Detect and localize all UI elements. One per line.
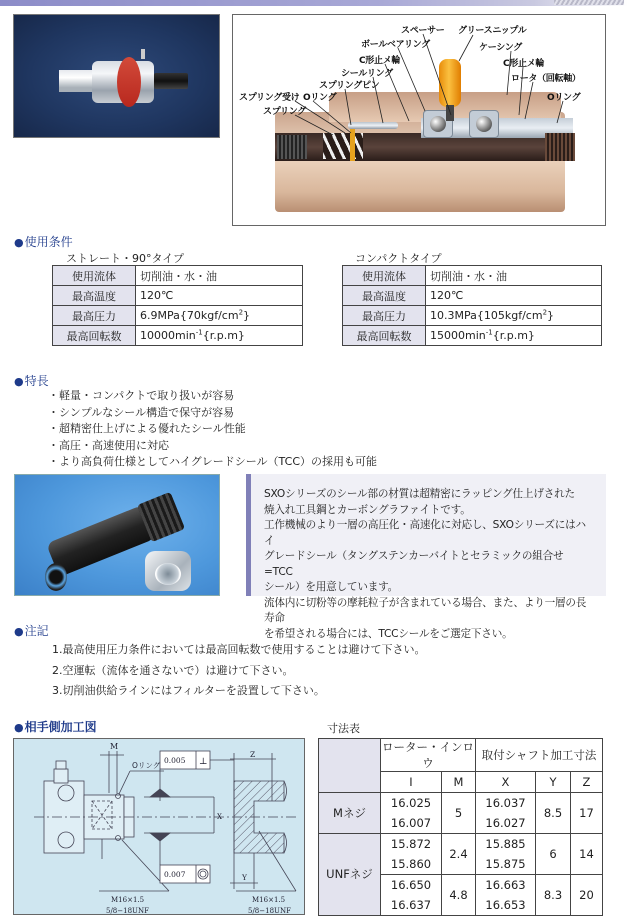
label-spring-pin: スプリングピン bbox=[319, 81, 380, 91]
label-o-ring-right: Oリング bbox=[547, 93, 581, 103]
spec-key: 最高温度 bbox=[53, 286, 136, 306]
spec-value: $10.3MPa\{105kgf/cm^2\}$ bbox=[426, 306, 602, 326]
label-grease-nipple: グリースニップル bbox=[458, 26, 527, 36]
col-header-z: Z bbox=[571, 772, 603, 793]
cross-section-diagram bbox=[232, 14, 606, 226]
photo-tip bbox=[154, 73, 188, 89]
cell-y: 6 bbox=[536, 833, 571, 874]
section-title-notes: ●注記 bbox=[14, 624, 49, 638]
photo-nut-hole bbox=[155, 563, 181, 585]
description-line: を希望される場合には、TCCシールをご選定下さい。 bbox=[264, 627, 513, 640]
description-line: 焼入れ工具鋼とカーボングラファイトです。 bbox=[264, 503, 471, 516]
photo-nipple bbox=[141, 49, 145, 59]
description-line: 工作機械のより一層の高圧化・高速化に対応し、SXOシリーズにはハイ bbox=[264, 519, 586, 547]
section-title-mating-drawing: ●相手側加工図 bbox=[14, 720, 97, 734]
cell-m: 2.4 bbox=[442, 833, 476, 874]
label-c-ring-left: C形止メ輪 bbox=[359, 56, 401, 66]
row-type: Mネジ bbox=[319, 792, 381, 833]
svg-text:⊥: ⊥ bbox=[199, 757, 208, 767]
table-row bbox=[319, 792, 603, 833]
spec-key: 最高回転数 bbox=[53, 326, 136, 346]
cell-x: 16.037 16.027 bbox=[476, 792, 536, 833]
svg-text:0.005: 0.005 bbox=[164, 756, 186, 765]
svg-text:M16×1.5: M16×1.5 bbox=[252, 896, 286, 904]
notes-list bbox=[52, 640, 426, 702]
svg-text:Z: Z bbox=[250, 750, 256, 759]
col-header-m: M bbox=[442, 772, 476, 793]
spec-value: $6.9MPa\{70kgf/cm^2\}$ bbox=[136, 306, 303, 326]
table-row bbox=[53, 266, 303, 286]
drawing-lines bbox=[14, 739, 305, 915]
cell-i: 15.872 15.860 bbox=[381, 833, 442, 874]
table-row bbox=[343, 266, 602, 286]
cell-z: 20 bbox=[571, 874, 603, 915]
mating-title-text: 相手側加工図 bbox=[24, 720, 97, 734]
svg-text:5/8−18UNF: 5/8−18UNF bbox=[106, 907, 149, 915]
group-header-rotor: ローター・インロウ bbox=[382, 740, 474, 770]
feature-list bbox=[48, 388, 377, 471]
list-item: 2.空運転（流体を通さないで）は避けて下さい。 bbox=[52, 663, 294, 677]
spec-value: $10000\min^{-1}\{r.p.m\}$ bbox=[136, 326, 303, 346]
dimension-table bbox=[318, 738, 603, 916]
table-row bbox=[53, 306, 303, 326]
photo-shaft bbox=[59, 70, 95, 92]
group-header-shaft: 取付シャフト加工寸法 bbox=[476, 739, 603, 772]
list-item: ・シンプルなシール構造で保守が容易 bbox=[48, 405, 235, 419]
label-seal-ring: シールリング bbox=[341, 69, 393, 79]
description-line: SXOシリーズのシール部の材質は超精密にラッピング仕上げされた bbox=[264, 488, 575, 500]
spec-key: 使用流体 bbox=[53, 266, 136, 286]
photo-label-band bbox=[117, 57, 141, 107]
spec-table-straight bbox=[52, 265, 303, 346]
cell-m: 5 bbox=[442, 792, 476, 833]
spec-value: 120℃ bbox=[136, 286, 303, 306]
photo-fitting-end bbox=[45, 563, 67, 591]
spec-table-compact bbox=[342, 265, 602, 346]
straight-type-title: ストレート・90°タイプ bbox=[66, 252, 184, 265]
cell-x: 15.885 15.875 bbox=[476, 833, 536, 874]
description-line: グレードシール（タングステンカーバイトとセラミックの組合せ=TCC bbox=[264, 550, 564, 578]
cell-i: 16.025 16.007 bbox=[381, 792, 442, 833]
list-item: ・軽量・コンパクトで取り扱いが容易 bbox=[48, 389, 235, 402]
spec-key: 最高圧力 bbox=[53, 306, 136, 326]
list-item: 1.最高使用圧力条件においては最高回転数で使用することは避けて下さい。 bbox=[52, 643, 426, 656]
label-o-ring-left: Oリング bbox=[303, 93, 337, 103]
cell-z: 17 bbox=[571, 792, 603, 833]
list-item: ・より高負荷仕様としてハイグレードシール（TCC）の採用も可能 bbox=[48, 455, 377, 468]
cell-y: 8.5 bbox=[536, 792, 571, 833]
table-row bbox=[343, 326, 602, 346]
table-row bbox=[319, 833, 603, 874]
seal-parts-photo bbox=[14, 474, 220, 596]
table-row bbox=[343, 286, 602, 306]
product-photo bbox=[13, 14, 220, 138]
spec-key: 最高回転数 bbox=[343, 326, 426, 346]
banner-stripes bbox=[554, 0, 624, 5]
description-line: 流体内に切粉等の摩耗粒子が含まれている場合、また、より一層の長寿命 bbox=[264, 596, 587, 624]
leader-lines bbox=[233, 15, 606, 226]
header-banner bbox=[0, 0, 628, 6]
label-m: M bbox=[110, 742, 119, 751]
compact-type-title: コンパクトタイプ bbox=[355, 252, 442, 265]
svg-text:Y: Y bbox=[242, 873, 247, 882]
cell-z: 14 bbox=[571, 833, 603, 874]
table-row bbox=[53, 326, 303, 346]
mating-part-drawing bbox=[13, 738, 305, 915]
label-casing: ケーシング bbox=[479, 43, 522, 53]
notes-title-text: 注記 bbox=[24, 624, 49, 638]
svg-text:Oリング: Oリング bbox=[132, 761, 161, 770]
cell-x: 16.663 16.653 bbox=[476, 874, 536, 915]
spec-key: 最高温度 bbox=[343, 286, 426, 306]
label-spacer: スペーサー bbox=[401, 26, 445, 36]
table-header-row bbox=[319, 739, 603, 772]
svg-text:0.007: 0.007 bbox=[164, 870, 186, 879]
table-row bbox=[53, 286, 303, 306]
label-ball-bearing: ボールベアリング bbox=[361, 40, 430, 50]
usage-title-text: 使用条件 bbox=[24, 235, 73, 249]
row-type: UNFネジ bbox=[319, 833, 381, 915]
seal-description-box bbox=[246, 474, 606, 640]
col-header-y: Y bbox=[536, 772, 571, 793]
header-blank bbox=[319, 739, 381, 793]
spec-value: 切削油・水・油 bbox=[426, 266, 602, 286]
section-title-features: ●特長 bbox=[14, 374, 49, 388]
spec-key: 使用流体 bbox=[343, 266, 426, 286]
svg-text:M16×1.5: M16×1.5 bbox=[111, 896, 145, 904]
spec-value: $15000\min^{-1}\{r.p.m\}$ bbox=[426, 326, 602, 346]
table-row bbox=[343, 306, 602, 326]
svg-text:5/8−18UNF: 5/8−18UNF bbox=[248, 907, 291, 915]
col-header-i: I bbox=[381, 772, 442, 793]
features-title-text: 特長 bbox=[24, 374, 49, 388]
cell-y: 8.3 bbox=[536, 874, 571, 915]
list-item: 3.切削油供給ラインにはフィルターを設置して下さい。 bbox=[52, 684, 325, 697]
spec-value: 切削油・水・油 bbox=[136, 266, 303, 286]
col-header-x: X bbox=[476, 772, 536, 793]
label-spring: スプリング bbox=[263, 107, 306, 117]
cell-m: 4.8 bbox=[442, 874, 476, 915]
list-item: ・超精密仕上げによる優れたシール性能 bbox=[48, 422, 246, 435]
svg-text:X: X bbox=[217, 813, 222, 821]
description-line: シール）を用意しています。 bbox=[264, 581, 399, 593]
section-title-usage: ●使用条件 bbox=[14, 235, 73, 249]
label-c-ring-right: C形止メ輪 bbox=[503, 59, 545, 69]
list-item: ・高圧・高速使用に対応 bbox=[48, 438, 169, 452]
cell-i: 16.650 16.637 bbox=[381, 874, 442, 915]
label-rotor: ロータ（回転軸） bbox=[511, 74, 581, 84]
label-spring-seat: スプリング受け bbox=[239, 93, 300, 103]
spec-value: 120℃ bbox=[426, 286, 602, 306]
dimension-table-title: 寸法表 bbox=[327, 722, 360, 735]
spec-key: 最高圧力 bbox=[343, 306, 426, 326]
